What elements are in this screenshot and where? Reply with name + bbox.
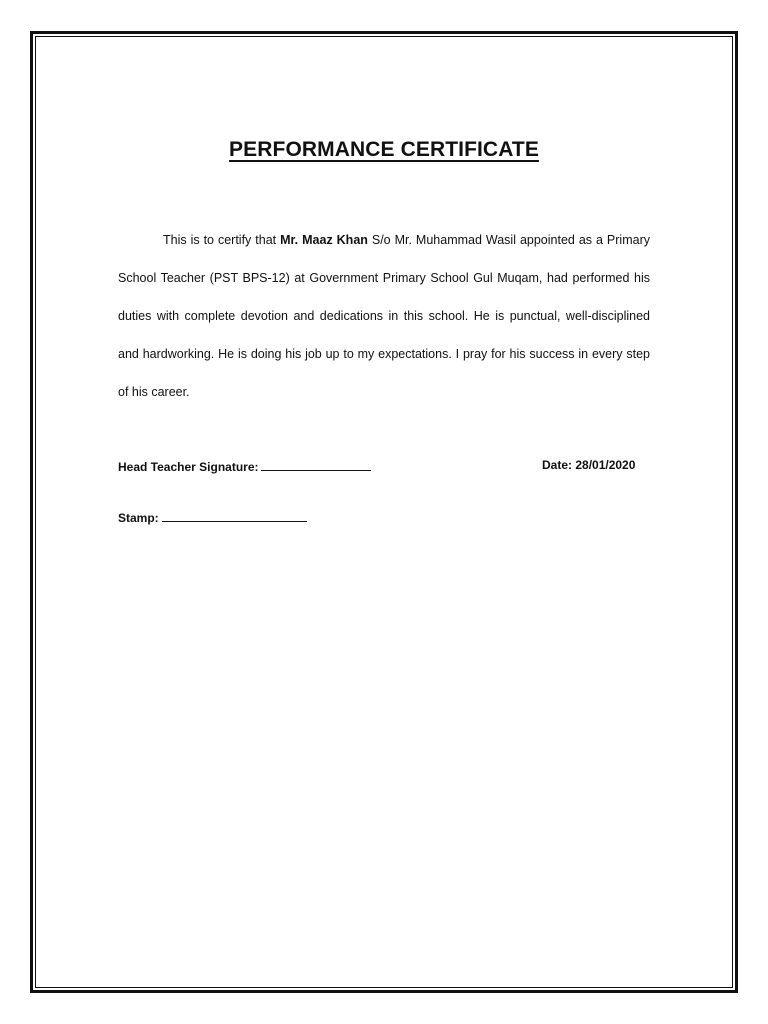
stamp-label: Stamp: — [118, 511, 159, 525]
signature-field — [118, 458, 371, 474]
signature-line — [261, 458, 371, 471]
body-rest: S/o Mr. Muhammad Wasil appointed as a Primary School Teacher (PST BPS-12) at Government Primary School Gul Muqam, had performed his duties with complete devotion and dedications in this school. He is punctual, well-disciplined and hardworking. He is doing his job up to my expectations. I pray for his success in every step of his career. — [118, 233, 650, 399]
certificate-title: PERFORMANCE CERTIFICATE — [229, 138, 539, 161]
body-intro: This is to certify that — [163, 233, 281, 247]
date-label: Date: 28/01/2020 — [542, 458, 636, 472]
stamp-line — [162, 509, 307, 522]
stamp-field — [118, 509, 307, 525]
certificate-body — [118, 221, 650, 411]
teacher-name: Mr. Maaz Khan — [280, 233, 368, 247]
signature-row — [118, 458, 650, 478]
signature-label: Head Teacher Signature: — [118, 460, 259, 474]
